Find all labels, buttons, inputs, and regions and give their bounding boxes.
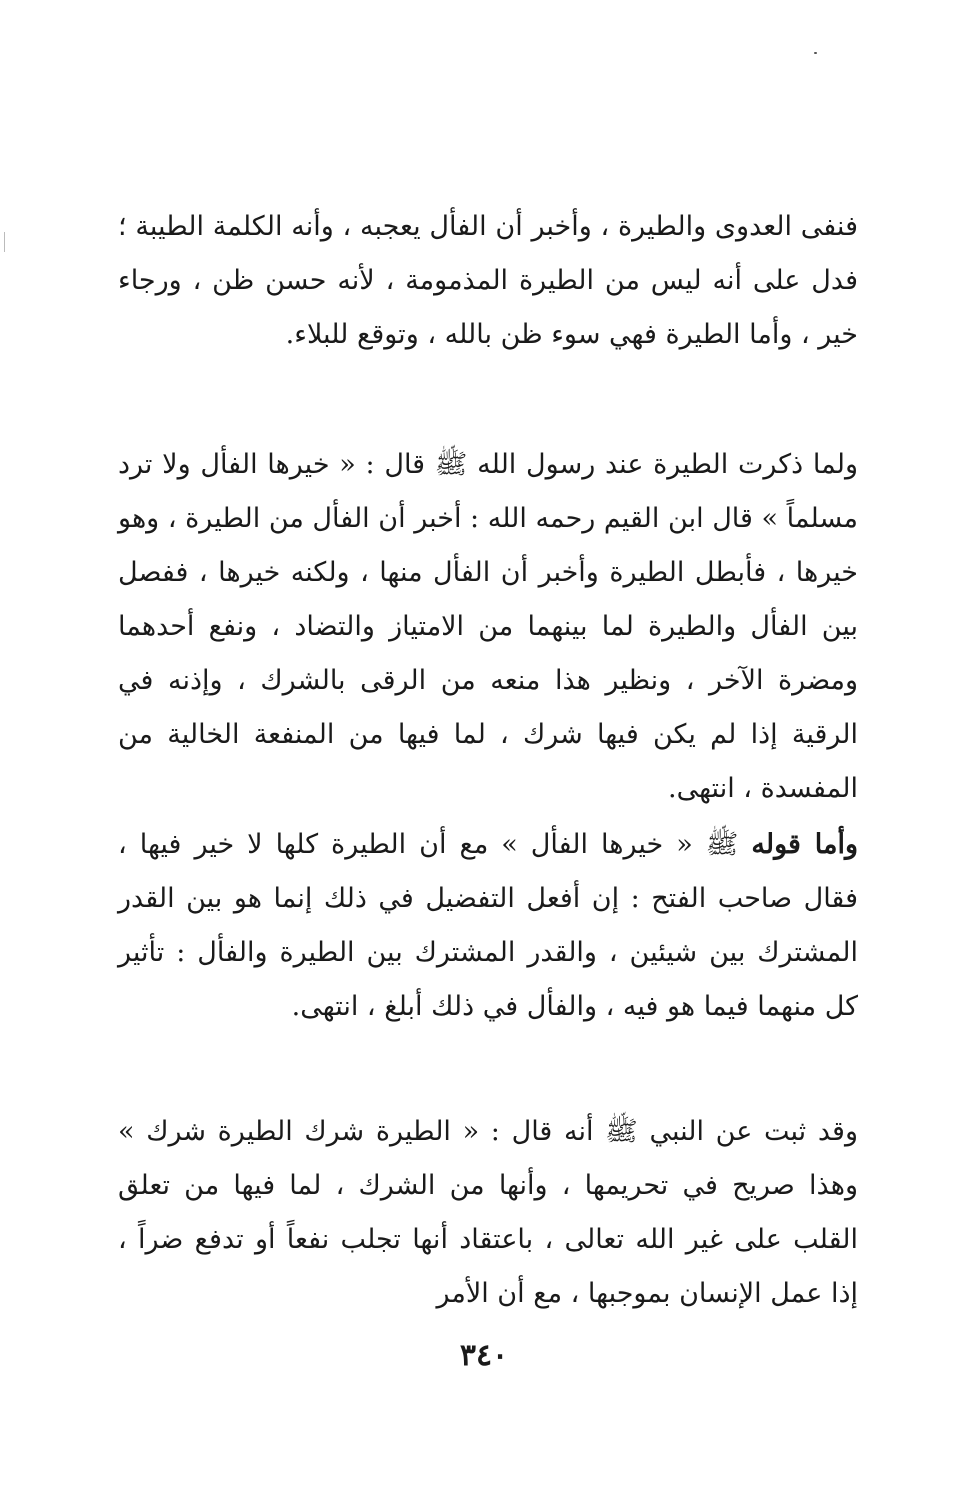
scan-speck [814, 52, 817, 54]
paragraph-3-text: ﷺ « خيرها الفأل » مع أن الطيرة كلها لا خير فيها ، فقال صاحب الفتح : إن أفعل التفضيل في ذلك إنما هو بين القدر المشترك بين شيئين ، والقدر المشترك بين الطيرة والفأل : تأثير كل منهما فيما هو فيه ، والفأل في ذلك أبلغ ، انتهى. [118, 829, 858, 1022]
paragraph-3-lead: وأما قوله [751, 829, 858, 860]
paragraph-2-text: ولما ذكرت الطيرة عند رسول الله ﷺ قال : « خيرها الفأل ولا ترد مسلماً » قال ابن القيم رحمه الله : أخبر أن الفأل من الطيرة ، وهو خيرها ، فأبطل الطيرة وأخبر أن الفأل منها ، ولكنه خيرها ، ففصل بين الفأل والطيرة لما بينهما من الامتياز والتضاد ، ونفع أحدهما ومضرة الآخر ، ونظير هذا منعه من الرقى بالشرك ، وإذنه في الرقية إذا لم يكن فيها شرك ، لما فيها من المنفعة الخالية من المفسدة ، انتهى. [118, 449, 858, 804]
page-number: ٣٤٠ [459, 1338, 509, 1373]
paragraph-2 [118, 438, 858, 816]
paragraph-4-text: وقد ثبت عن النبي ﷺ أنه قال : « الطيرة شرك الطيرة شرك » وهذا صريح في تحريمها ، وأنها من الشرك ، لما فيها من تعلق القلب على غير الله تعالى ، باعتقاد أنها تجلب نفعاً أو تدفع ضراً ، إذا عمل الإنسان بموجبها ، مع أن الأمر [118, 1116, 858, 1309]
scan-margin-mark [4, 232, 5, 252]
paragraph-1 [118, 200, 858, 362]
paragraph-4 [118, 1105, 858, 1321]
paragraph-1-text: فنفى العدوى والطيرة ، وأخبر أن الفأل يعجبه ، وأنه الكلمة الطيبة ؛ فدل على أنه ليس من الطيرة المذمومة ، لأنه حسن ظن ، ورجاء خير ، وأما الطيرة فهي سوء ظن بالله ، وتوقع للبلاء. [118, 211, 858, 350]
paragraph-3 [118, 818, 858, 1034]
